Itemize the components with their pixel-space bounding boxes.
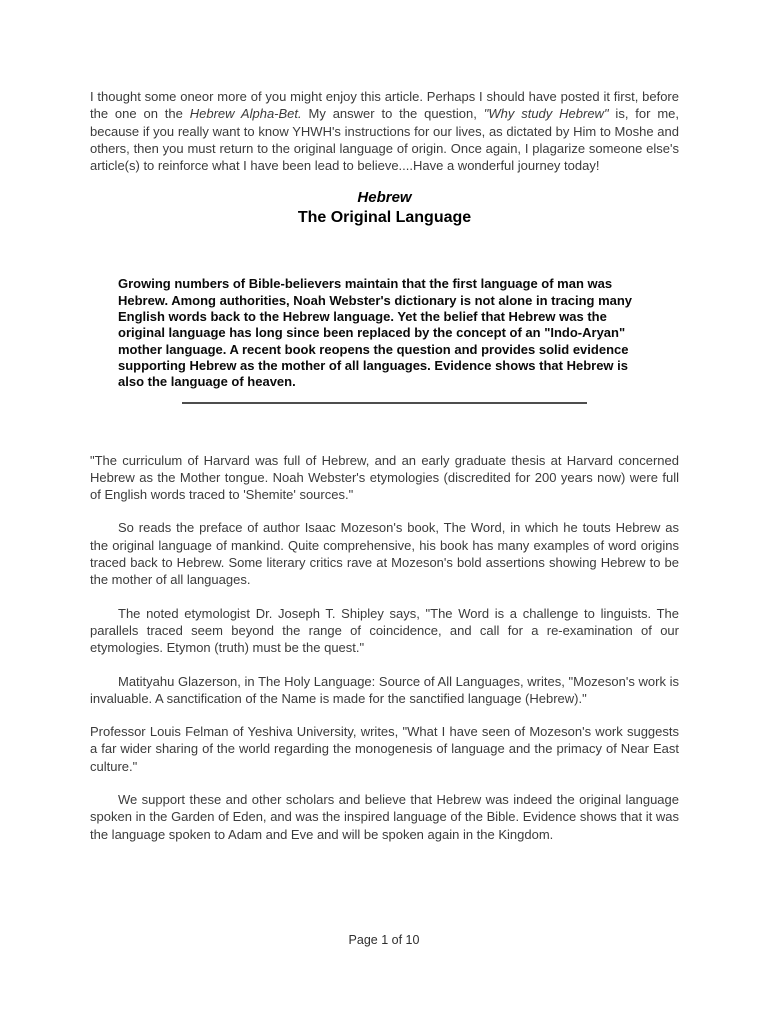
intro-paragraph [90,88,679,174]
body-paragraph: The noted etymologist Dr. Joseph T. Shipley says, "The Word is a challenge to linguists. The parallels traced seem beyond the range of coincidence, and call for a re-examination of our etymologies. Etymon (truth) must be the quest." [90,605,679,656]
article-title: Hebrew [357,189,412,207]
body-paragraph: We support these and other scholars and believe that Hebrew was indeed the original language spoken in the Garden of Eden, and was the inspired language of the Bible. Evidence shows that it was the language spoken to Adam and Eve and will be spoken again in the Kingdom. [90,792,679,842]
intro-run: My answer to the question, [301,106,484,122]
body-paragraphs [90,452,679,843]
body-paragraph: Matityahu Glazerson, in The Holy Language: Source of All Languages, writes, "Mozeson's work is invaluable. A sanctification of the Name is made for the sanctified language (Hebrew)." [90,673,679,706]
section-divider-line [182,402,587,404]
intro-run: is, for me, because if you really want to know YHWH's instructions for our lives, as dictated by Him to Moshe and others, then you must return to the original language of origin. Once again, I plagarize someone else's article(s) to reinforce what I have been lead to believe....Have a wonderful journey today! [90,106,679,174]
page-footer [0,933,768,947]
intro-italic-run: "Why study Hebrew" [483,106,609,122]
intro-run: I thought some oneor more of you might enjoy this article. Perhaps I should have posted it first, before the one on the [90,89,679,122]
article-subtitle: The Original Language [297,209,472,227]
intro-italic-run: Hebrew Alpha-Bet. [189,106,302,122]
body-paragraph: Professor Louis Felman of Yeshiva University, writes, "What I have seen of Mozeson's work suggests a far wider sharing of the world regarding the monogenesis of language and the primacy of Near East culture." [90,724,679,774]
abstract-paragraph: Growing numbers of Bible-believers maintain that the first language of man was Hebrew. Among authorities, Noah Webster's dictionary is not alone in tracing many English words back to the Hebrew language. Yet the belief that Hebrew was the original language has long since been replaced by the concept of an "Indo-Aryan" mother language. A recent book reopens the question and provides solid evidence supporting Hebrew as the mother of all languages. Evidence shows that Hebrew is also the language of heaven. [118,276,633,390]
article-title-block [90,187,679,228]
body-paragraph: So reads the preface of author Isaac Mozeson's book, The Word, in which he touts Hebrew as the original language of mankind. Quite comprehensive, his book has many examples of word origins traced back to Hebrew. Some literary critics rave at Mozeson's bold assertions showing Hebrew to be the mother of all languages. [90,520,679,588]
body-paragraph: "The curriculum of Harvard was full of Hebrew, and an early graduate thesis at Harvard concerned Hebrew as the Mother tongue. Noah Webster's etymologies (discredited for 200 years now) were full of English words traced to 'Shemite' sources." [90,452,679,503]
page-number-label: Page 1 of 10 [348,933,420,947]
